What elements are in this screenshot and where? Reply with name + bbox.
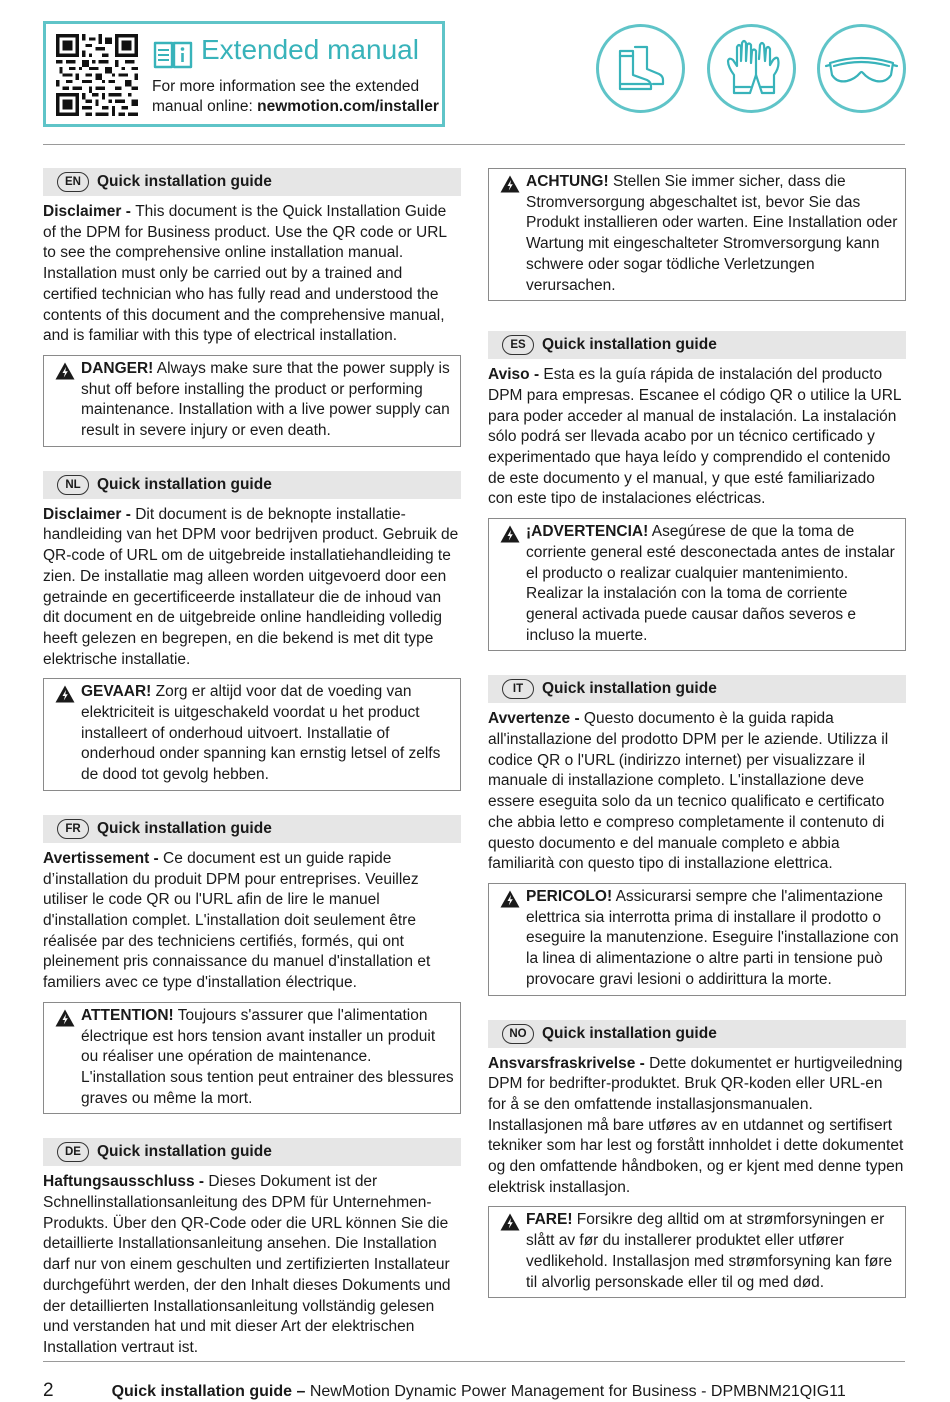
- warning-text: Always make sure that the power supply is shut off before installing the product or performing maintenance. Installation with a live power supply can result in severe injury or even death.: [81, 359, 450, 440]
- header-divider: [43, 144, 905, 145]
- warning-label: ¡ADVERTENCIA!: [526, 523, 649, 541]
- section-header-de: [43, 1138, 461, 1166]
- page-footer: [43, 1380, 846, 1402]
- high-voltage-warning-icon: [500, 525, 520, 543]
- warning-label: PERICOLO!: [526, 887, 613, 905]
- book-info-icon: [153, 40, 193, 70]
- warning-box-es: [488, 518, 906, 651]
- high-voltage-warning-icon: [55, 685, 75, 703]
- disclaimer-de: [43, 1172, 461, 1358]
- warning-label: FARE!: [526, 1211, 573, 1229]
- disclaimer-nl: [43, 505, 461, 671]
- disclaimer-text: Dieses Dokument ist der Schnellinstallationsanleitung des DPM für Unternehmen-Produkts. Über den QR-Code oder die URL können Sie die detaillierte Installationsanleitung ansehen. Die Installation darf nur von einem geschulten und zertifizierten Installateur durchgeführt werden, der den Inhalt dieses Dokuments und der detaillierten Installationsanleitung vollständig gelesen und verstanden hat und mit dieser Art der elektrischen Installation vertraut ist.: [43, 1173, 451, 1356]
- language-badge: NO: [502, 1024, 534, 1044]
- warning-text: Assicurarsi sempre che l'alimentazione elettrica sia interrotta prima di installare il prodotto o eseguire la manutenzione. Eseguire l'installazione con la linea di alimentazione o altre parti in tensione può provocare gravi lesioni o addirittura la morte.: [526, 887, 899, 988]
- section-title: Quick installation guide: [97, 173, 272, 190]
- disclaimer-label: Aviso -: [488, 366, 544, 384]
- warning-text: Stellen Sie immer sicher, dass die Stromversorgung abgeschaltet ist, bevor Sie das Produkt installieren oder warten. Eine Installation oder Wartung mit eingeschalteter Stromversorgung kann schwere oder sogar tödliche Verletzungen verursachen.: [526, 173, 898, 294]
- disclaimer-label: Avvertenze -: [488, 710, 584, 728]
- footer-title: Quick installation guide –: [111, 1383, 310, 1400]
- language-badge: IT: [502, 679, 534, 699]
- safety-boots-icon: [595, 23, 686, 114]
- disclaimer-label: Avertissement -: [43, 849, 164, 867]
- disclaimer-fr: [43, 849, 461, 994]
- language-badge: NL: [57, 475, 89, 495]
- footer-text: NewMotion Dynamic Power Management for Business - DPMBNM21QIG11: [309, 1383, 846, 1400]
- high-voltage-warning-icon: [55, 362, 75, 380]
- warning-label: ACHTUNG!: [526, 173, 609, 190]
- warning-box-fr: [43, 1002, 461, 1115]
- warning-box-no: [488, 1206, 906, 1298]
- section-title: Quick installation guide: [97, 475, 272, 493]
- disclaimer-label: Ansvarsfraskrivelse -: [488, 1054, 650, 1072]
- qr-code[interactable]: [56, 34, 138, 116]
- disclaimer-text: Ce document est un guide rapide d’installation du produit DPM pour entreprises. Veuillez utiliser le code QR ou l'URL afin de lire le manuel d'installation complet. L'installation doit seulement être réalisée par des techniciens certifiés, formés, qui ont pleinement pris connaissance du manuel d'installation et familiers avec ce type d'installation électrique.: [43, 849, 431, 992]
- disclaimer-label: Disclaimer -: [43, 203, 136, 220]
- extended-manual-box: [43, 21, 445, 127]
- disclaimer-text: Dette dokumentet er hurtigveiledning DPM for bedrifter-produktet. Bruk QR-koden eller URL-en for å se den omfattende installasjonsmanualen. Installasjonen må bare utføres av en utdannet og sertifisert tekniker som har lest og forstått innholdet i dette dokumentet og den omfattende håndboken, og er kjent med denne typen elektrisk installasjon.: [488, 1054, 904, 1196]
- disclaimer-es: [488, 365, 906, 510]
- warning-box-en: [43, 355, 461, 447]
- high-voltage-warning-icon: [500, 890, 520, 908]
- warning-text: Toujours s'assurer que l'alimentation électrique est hors tension avant installer un produit ou réaliser une opération de maintenance. L'installation sous tention peut entrainer des blessures graves ou même la mort.: [81, 1006, 454, 1107]
- section-title: Quick installation guide: [542, 680, 717, 698]
- high-voltage-warning-icon: [500, 175, 520, 193]
- safety-gloves-icon: [706, 23, 797, 114]
- extended-manual-line1: For more information see the extended: [152, 78, 420, 95]
- language-badge: FR: [57, 819, 89, 839]
- section-title: Quick installation guide: [97, 819, 272, 837]
- language-badge: DE: [57, 1142, 89, 1162]
- high-voltage-warning-icon: [500, 1213, 520, 1231]
- page-number: 2: [43, 1380, 54, 1401]
- extended-manual-text: [152, 77, 439, 117]
- disclaimer-no: [488, 1054, 906, 1199]
- warning-box-it: [488, 883, 906, 996]
- disclaimer-text: This document is the Quick Installation Guide of the DPM for Business product. Use the QR code or URL to see the comprehensive online installation manual. Installation must only be carried out by a trained and certified technician who has fully read and understood the contents of this document and the comprehensive manual, and is familiar with this type of electrical installation.: [43, 203, 447, 345]
- safety-goggles-icon: [816, 23, 907, 114]
- disclaimer-text: Dit document is de beknopte installatie-handleiding van het DPM voor bedrijven product. Gebruik de QR-code of URL om de uitgebreide installatiehandleiding te zien. De installatie mag alleen worden uitgevoerd door een getrainde en gecertificeerde installateur die de inhoud van dit document en de uitgebreide online handleiding volledig heeft gelezen en begrepen, en die bekend is met dit type elektrische installatie.: [43, 505, 459, 668]
- section-header-nl: [43, 471, 461, 499]
- section-title: Quick installation guide: [97, 1143, 272, 1161]
- warning-label: DANGER!: [81, 359, 154, 377]
- disclaimer-it: [488, 709, 906, 875]
- extended-manual-line2: manual online:: [152, 98, 258, 115]
- disclaimer-text: Esta es la guía rápida de instalación del producto DPM para empresas. Escanee el código QR o utilice la URL para poder acceder al manual de instalación. La instalación sólo podrá ser llevada acabo por un técnico certificado y experimentado que haya leído y comprendido el contenido de este documento y el manual, y que esté familiarizado con este tipo de instalaciones eléctricas.: [488, 366, 901, 508]
- warning-text: Zorg er altijd voor dat de voeding van elektriciteit is uitgeschakeld voordat u het product installeert of onderhoud uitvoert. Installatie of onderhoud onder spanning kan ernstig letsel of zelfs de dood tot gevolg hebben.: [81, 683, 441, 784]
- left-column: [43, 168, 461, 1367]
- warning-text: Asegúrese de que la toma de corriente general esté desconectada antes de instalar el producto o realizar cualquier mantenimiento. Realizar la instalación con la toma de corriente general activada puede causar daños severos e incluso la muerte.: [526, 523, 895, 644]
- language-badge: ES: [502, 335, 534, 355]
- language-badge: EN: [57, 172, 89, 192]
- right-column: [488, 168, 906, 1312]
- disclaimer-label: Haftungsausschluss -: [43, 1173, 209, 1191]
- section-header-en: [43, 168, 461, 196]
- warning-text: Forsikre deg alltid om at strømforsyningen er slått av før du installerer produktet eller utfører vedlikehold. Installasjon med strømforsyning kan føre til alvorlig personskade eller til og med død.: [526, 1211, 893, 1291]
- installer-url-link[interactable]: newmotion.com/installer: [257, 98, 439, 115]
- section-title: Quick installation guide: [542, 336, 717, 354]
- section-header-es: [488, 331, 906, 359]
- section-title: Quick installation guide: [542, 1024, 717, 1042]
- section-header-no: [488, 1020, 906, 1048]
- high-voltage-warning-icon: [55, 1009, 75, 1027]
- warning-label: ATTENTION!: [81, 1006, 174, 1024]
- section-header-it: [488, 675, 906, 703]
- extended-manual-title: Extended manual: [201, 34, 419, 65]
- disclaimer-text: Questo documento è la guida rapida all'installazione del prodotto DPM per le aziende. Utilizza il codice QR o l'URL (indirizzo internet) per visualizzare il manuale di installazione completo. L'installazione deve essere eseguita solo da un tecnico qualificato e certificato che abbia letto e compreso completamente il contenuto di questo documento e del manuale completo e abbia familiarità con questo tipo di installazione elettrica.: [488, 710, 889, 873]
- footer-divider: [43, 1361, 905, 1362]
- disclaimer-en: [43, 202, 461, 347]
- warning-box-nl: [43, 678, 461, 791]
- warning-label: GEVAAR!: [81, 683, 152, 701]
- section-header-fr: [43, 815, 461, 843]
- disclaimer-label: Disclaimer -: [43, 505, 136, 523]
- warning-box-de: [488, 168, 906, 301]
